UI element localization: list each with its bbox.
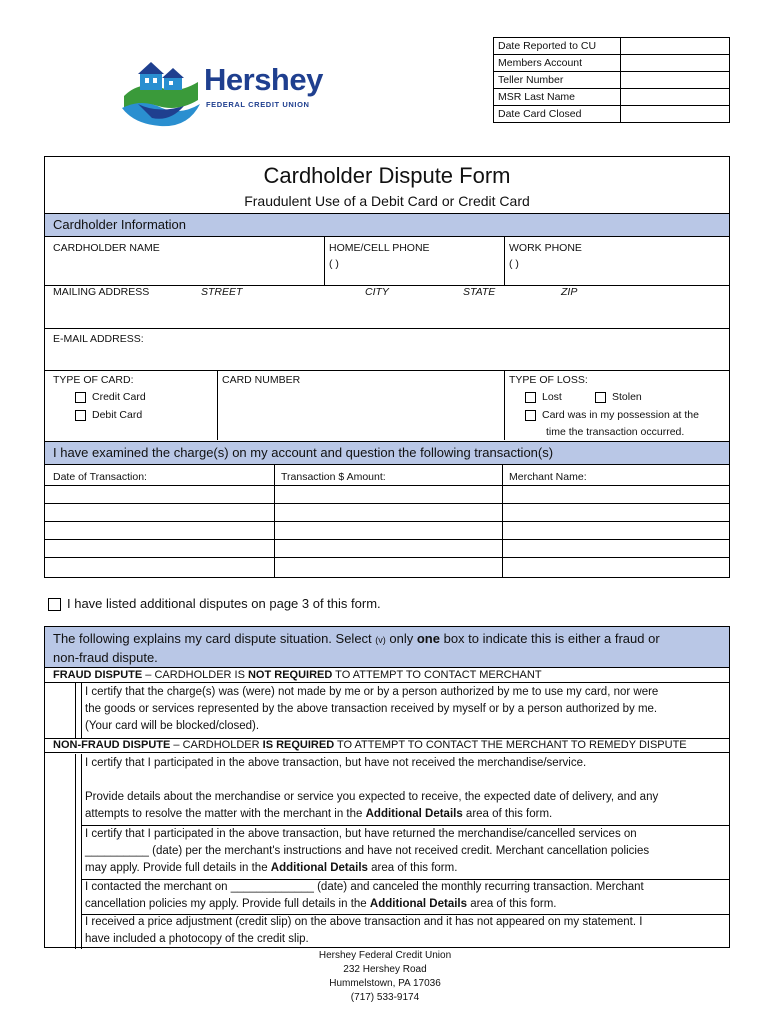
footer-address [0, 949, 770, 1005]
col-date-header: Date of Transaction: [53, 471, 147, 483]
additional-disputes-label: I have listed additional disputes on page 3 of this form. [67, 596, 381, 611]
report-label: Date Card Closed [494, 106, 621, 123]
cardholder-name-label: CARDHOLDER NAME [53, 242, 160, 254]
table-row[interactable] [45, 503, 729, 504]
report-value-field[interactable] [621, 89, 730, 106]
type-of-loss-label: TYPE OF LOSS: [509, 374, 588, 386]
item-line: I received a price adjustment (credit slip) on the above transaction and it has not appeared on my statement. I [85, 916, 643, 928]
debit-card-option[interactable] [75, 409, 142, 421]
nonfraud-text: – CARDHOLDER [170, 739, 263, 751]
logo-subtitle: FEDERAL CREDIT UNION [206, 100, 310, 109]
report-value-field[interactable] [621, 72, 730, 89]
debit-card-label: Debit Card [92, 409, 143, 421]
report-label: Date Reported to CU [494, 38, 621, 55]
city-label: CITY [365, 286, 389, 298]
street-label: STREET [201, 286, 243, 298]
instructions-text: The following explains my card dispute situation. Select [53, 631, 376, 646]
possession-checkbox[interactable] [525, 410, 536, 421]
table-row[interactable] [45, 521, 729, 522]
divider [217, 370, 218, 440]
lost-checkbox[interactable] [525, 392, 536, 403]
stolen-checkbox[interactable] [595, 392, 606, 403]
table-row [494, 38, 730, 55]
divider [45, 485, 729, 486]
divider [81, 683, 82, 738]
divider [504, 370, 505, 440]
item-emphasis: Additional Details [369, 898, 468, 910]
possession-option[interactable] [525, 409, 699, 421]
dispute-type-section [44, 626, 730, 948]
fraud-check-box[interactable] [75, 683, 76, 738]
email-label: E-MAIL ADDRESS: [53, 333, 144, 345]
cardholder-section-header: Cardholder Information [45, 213, 729, 237]
item-line: Provide details about the merchandise or service you expected to receive, the expected date of delivery, and any [85, 791, 659, 803]
divider [81, 754, 82, 949]
divider [504, 237, 505, 285]
debit-card-checkbox[interactable] [75, 410, 86, 421]
credit-card-label: Credit Card [92, 391, 146, 403]
instructions-text: non-fraud dispute. [53, 650, 158, 665]
nonfraud-check-column[interactable] [75, 754, 76, 949]
fraud-emphasis: NOT REQUIRED [247, 669, 333, 681]
mailing-address-label: MAILING ADDRESS [53, 286, 150, 298]
fraud-text: TO ATTEMPT TO CONTACT MERCHANT [332, 669, 542, 681]
fraud-item-line: (Your card will be blocked/closed). [85, 720, 260, 732]
instructions-text: only [385, 631, 417, 646]
divider [45, 370, 729, 371]
col-amount-header: Transaction $ Amount: [281, 471, 386, 483]
nonfraud-emphasis: IS REQUIRED [262, 739, 335, 751]
zip-label: ZIP [561, 286, 578, 298]
fraud-item-line: the goods or services represented by the above transaction received by myself or by a person authorized by me. [85, 703, 658, 715]
dispute-form [44, 156, 730, 578]
check-mark-hint: (v) [375, 635, 386, 645]
credit-card-checkbox[interactable] [75, 392, 86, 403]
instructions-text: box to indicate this is either a fraud or [439, 631, 660, 646]
table-row [494, 89, 730, 106]
report-value-field[interactable] [621, 38, 730, 55]
fraud-item-line: I certify that the charge(s) was (were) not made by me or by a person authorized by me to use my card, nor were [85, 686, 659, 698]
item-line: have included a photocopy of the credit slip. [85, 933, 309, 945]
home-phone-label: HOME/CELL PHONE [329, 242, 430, 254]
col-merchant-header: Merchant Name: [509, 471, 587, 483]
additional-disputes-option[interactable] [48, 596, 381, 611]
fraud-text: – CARDHOLDER IS [142, 669, 248, 681]
nonfraud-title: NON-FRAUD DISPUTE [53, 739, 171, 751]
logo-mark-icon [118, 52, 204, 128]
table-row[interactable] [45, 539, 729, 540]
nonfraud-item-not-received [85, 755, 727, 823]
nonfraud-item-recurring [85, 879, 727, 913]
lost-option[interactable] [525, 391, 562, 403]
possession-label-2: time the transaction occurred. [546, 426, 685, 438]
charges-section-header: I have examined the charge(s) on my account and question the following transaction(s) [45, 441, 729, 465]
footer-line: 232 Hershey Road [343, 964, 427, 975]
table-row [494, 106, 730, 123]
divider [324, 237, 325, 285]
footer-line: Hershey Federal Credit Union [318, 950, 452, 961]
form-subtitle: Fraudulent Use of a Debit Card or Credit Card [244, 193, 530, 209]
fraud-title: FRAUD DISPUTE [53, 669, 143, 681]
item-text: may apply. Provide full details in the [85, 862, 271, 874]
report-value-field[interactable] [621, 106, 730, 123]
nonfraud-text: TO ATTEMPT TO CONTACT THE MERCHANT TO REMEDY DISPUTE [334, 739, 687, 751]
nonfraud-dispute-header [45, 738, 729, 753]
stolen-label: Stolen [612, 391, 642, 403]
item-text: attempts to resolve the matter with the merchant in the [85, 808, 366, 820]
card-number-label: CARD NUMBER [222, 374, 301, 386]
home-phone-field[interactable]: ( ) [329, 258, 339, 270]
credit-card-option[interactable] [75, 391, 146, 403]
item-emphasis: Additional Details [270, 862, 368, 874]
table-row [494, 72, 730, 89]
stolen-option[interactable] [595, 391, 642, 403]
nonfraud-item-returned [85, 826, 727, 877]
footer-line: (717) 533-9174 [350, 992, 420, 1003]
divider [45, 328, 729, 329]
fraud-dispute-header [45, 668, 729, 683]
report-label: Members Account [494, 55, 621, 72]
item-line: I certify that I participated in the above transaction, but have returned the merchandise/cancelled services on [85, 828, 637, 840]
state-label: STATE [463, 286, 496, 298]
item-line: I certify that I participated in the above transaction, but have not received the merchandise/service. [85, 757, 587, 769]
report-label: MSR Last Name [494, 89, 621, 106]
footer-line: Hummelstown, PA 17036 [329, 978, 441, 989]
work-phone-label: WORK PHONE [509, 242, 582, 254]
nonfraud-item-credit-slip [85, 914, 727, 948]
item-text: area of this form. [462, 808, 553, 820]
table-row [494, 55, 730, 72]
logo-name: Hershey [204, 62, 323, 97]
table-row[interactable] [45, 557, 729, 558]
item-text: cancellation policies my apply. Provide full details in the [85, 898, 370, 910]
item-emphasis: Additional Details [365, 808, 463, 820]
additional-disputes-checkbox[interactable] [48, 598, 61, 611]
office-use-table [493, 37, 730, 123]
form-title: Cardholder Dispute Form [263, 163, 511, 188]
item-line: I contacted the merchant on _____________ (date) and canceled the monthly recurring transaction. Merchant [85, 881, 644, 893]
work-phone-field[interactable]: ( ) [509, 258, 519, 270]
instructions-emphasis: one [416, 631, 440, 646]
type-of-card-label: TYPE OF CARD: [53, 374, 134, 386]
fraud-item [85, 684, 727, 735]
lost-label: Lost [542, 391, 562, 403]
item-text: area of this form. [467, 898, 557, 910]
report-label: Teller Number [494, 72, 621, 89]
dispute-instructions [45, 627, 729, 668]
hershey-logo [118, 52, 323, 128]
item-text: area of this form. [367, 862, 458, 874]
item-line: __________ (date) per the merchant's instructions and have not received credit. Merchant cancellation policies [85, 845, 650, 857]
report-value-field[interactable] [621, 55, 730, 72]
possession-label-1: Card was in my possession at the [542, 409, 699, 421]
